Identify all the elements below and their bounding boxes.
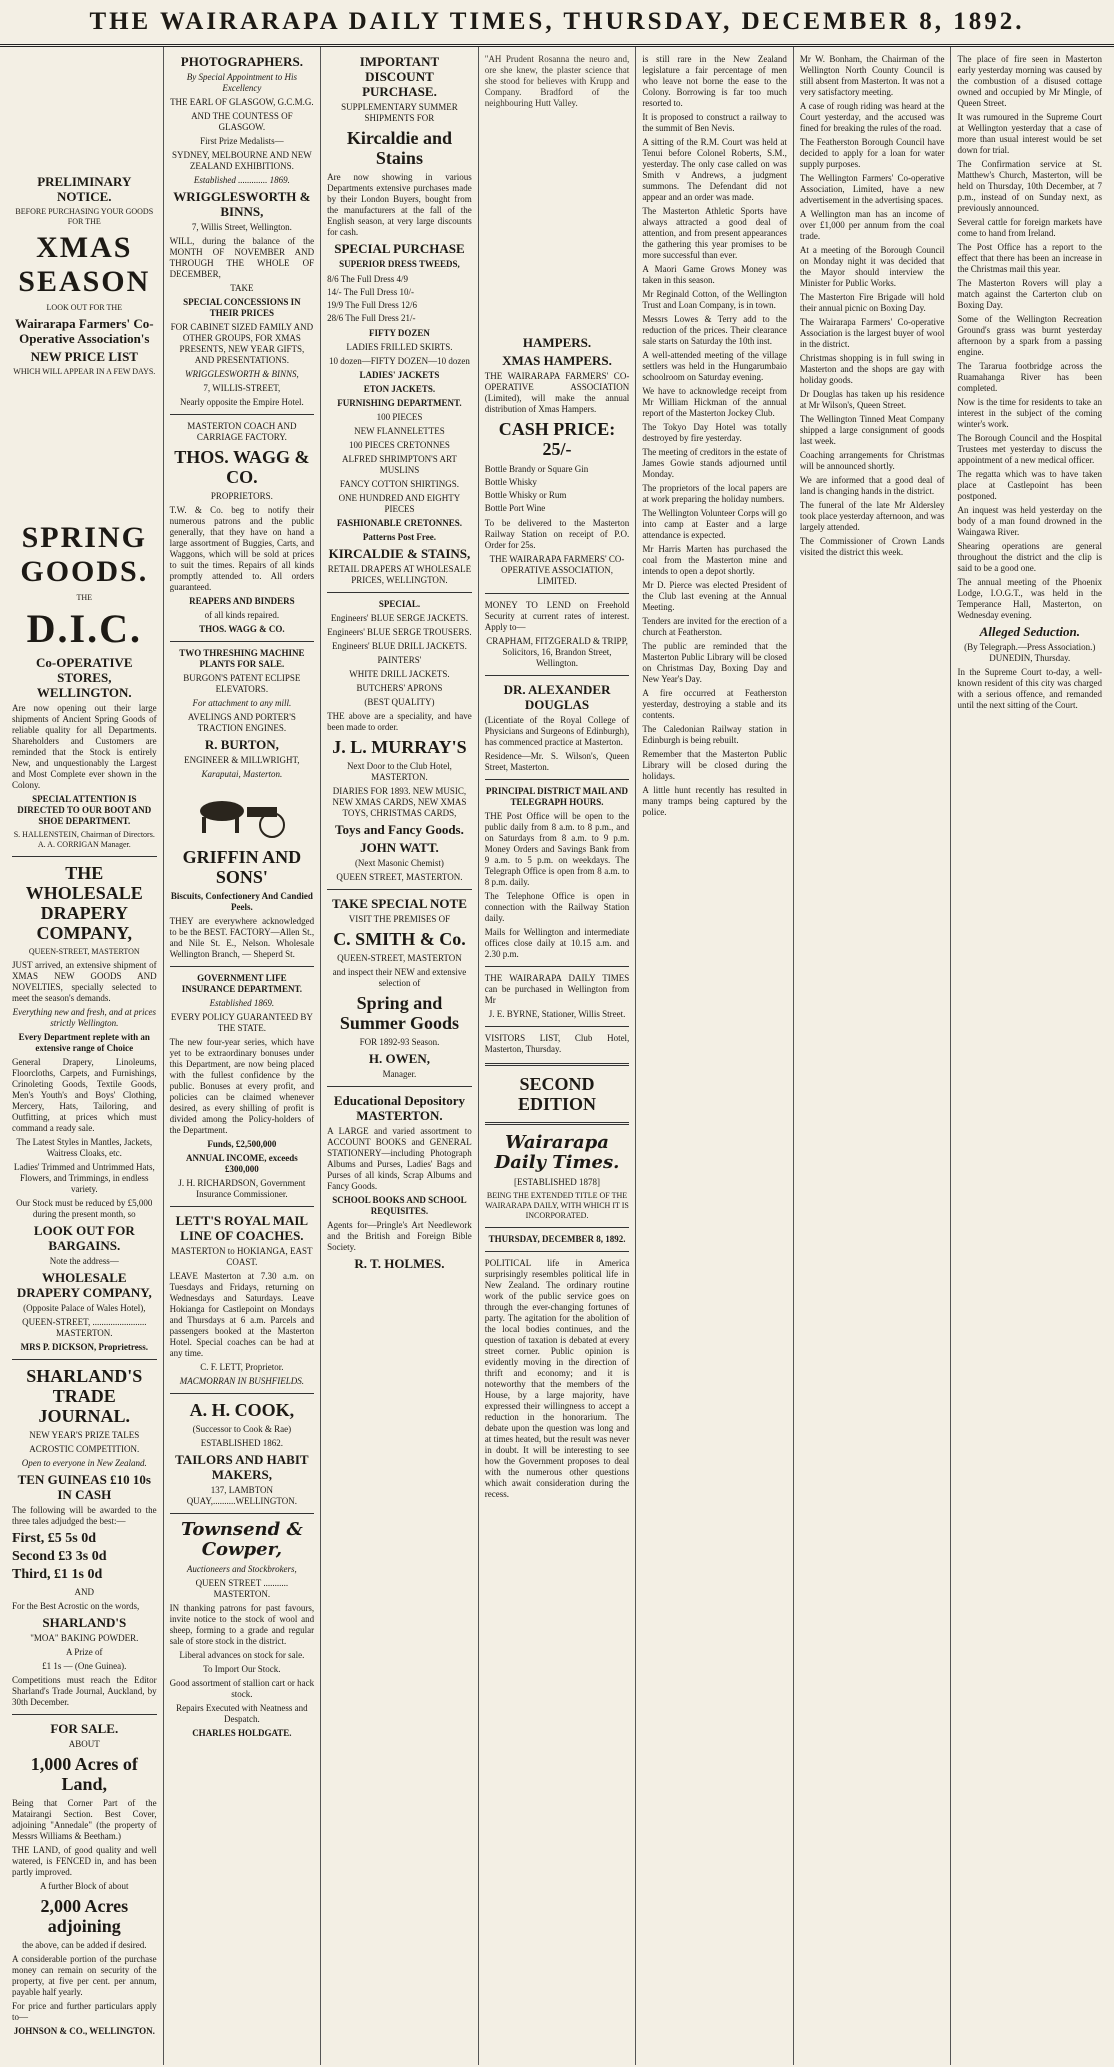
article: POLITICAL life in America surprisingly resembles political life in New Zealand. The ordinary routine work of the public service goes on through the ever-changing fortunes of party. The agitation for the abolition of the local bodies continues, and the question of taxation is debated at every street corner. Public opinion is evidently moving in the direction of thrift and economy; and it is noteworthy that the members of the House, by a large majority, have expressed their willingness to accept a reduction in the honorarium. The debate upon the question was long and at times heated, but the result was never in doubt. It will be interesting to see how the Government proposes to deal with the numerous other questions which await consideration during the recess. xyxy=(484,1258,630,1499)
stock-reduced: Our Stock must be reduced by £5,000 during the present month, so xyxy=(16,1198,153,1219)
avelings: AVELINGS AND PORTER'S TRACTION ENGINES. xyxy=(187,712,296,733)
supplementary: SUPPLEMENTARY SUMMER SHIPMENTS FOR xyxy=(341,102,458,123)
patterns: Patterns Post Free. xyxy=(362,532,436,542)
c6-council: At a meeting of the Borough Council on Monday night it was decided that the Mayor should interview the Minister for Public Works. xyxy=(799,245,945,288)
c7-posts: The Post Office has a report to the effect that there has been an increase in the Christmas mail this year. xyxy=(957,242,1103,274)
special-2: SPECIAL. xyxy=(378,599,421,609)
c7-inquest: An inquest was held yesterday on the body of a man found drowned in the Waingawa River. xyxy=(957,505,1103,537)
c5-masterton: The Masterton Athletic Sports have always attracted a good deal of attention, and from present appearances the gathering this year promises to be more successful than ever. xyxy=(642,206,787,260)
c5-intro: is still rare in the New Zealand legislature a fair percentage of men who leave not borne the ease to the Colony. Borrowing is far too much resorted to. xyxy=(642,54,787,108)
c7-article1: It was rumoured in the Supreme Court at Wellington yesterday that a case of more than usual interest would be set down for trial. xyxy=(957,112,1103,155)
govt-body: The new four-year series, which have yet to be extraordinary bonuses under this Department, are now being placed with the fullest confidence by the public. Bonuses at every profit, and policies can be claimed whenever desired, as every shilling of profit is divided among the Policy-holders of the Department. xyxy=(169,1037,315,1135)
c5-we-have: We have to acknowledge receipt from Mr William Hickman of the annual report of the Masterton Jockey Club. xyxy=(642,386,787,418)
c5-meeting: The meeting of creditors in the estate of James Gowie stands adjourned until Monday. xyxy=(642,447,787,479)
c6-xmas: Christmas shopping is in full swing in Masterton and the shops are gay with holiday goods. xyxy=(799,353,945,385)
hampers: HAMPERS. xyxy=(522,335,592,350)
flannelettes: NEW FLANNELETTES xyxy=(354,426,445,436)
c7-borough: The Borough Council and the Hospital Trustees met yesterday to discuss the appointment of a new medical officer. xyxy=(957,433,1103,465)
prize-of: A Prize of xyxy=(66,1647,103,1657)
wrigglesworth: WRIGGLESWORTH & BINNS, xyxy=(173,189,311,219)
c7-confirmation: The Confirmation service at St. Matthew's Church, Masterton, will be held on Thursday, 10th December, at 7 p.m., instead of on Sunday next, as previously announced. xyxy=(957,159,1103,213)
c7-intro: The place of fire seen in Masterton early yesterday morning was caused by the combustion of a disused cottage owned and occupied by Mr Mingle, of Queen Street. xyxy=(957,54,1103,108)
prelim-notice: PRELIMINARY NOTICE. xyxy=(37,174,132,204)
attachment: For attachment to any mill. xyxy=(192,698,292,708)
dozen: 10 dozen—FIFTY DOZEN—10 dozen xyxy=(328,356,470,366)
annual-income: ANNUAL INCOME, exceeds £300,000 xyxy=(185,1153,298,1174)
column-3 xyxy=(321,47,479,2065)
smith: C. SMITH & Co. xyxy=(333,929,466,949)
c6-funeral: The funeral of the late Mr Aldersley took place yesterday afternoon, and was largely attended. xyxy=(799,500,945,532)
kircaldie: Kircaldie and Stains xyxy=(346,128,453,168)
price-4: 28/6 The Full Dress 21/- xyxy=(327,313,416,323)
c6-dr: Dr Douglas has taken up his residence at Mr Wilson's, Queen Street. xyxy=(799,389,945,410)
ladies-jackets: LADIES' JACKETS xyxy=(359,370,440,380)
arrived: JUST arrived, an extensive shipment of XMAS NEW GOODS AND NOVELTIES, specially selected to meet the season's demands. xyxy=(12,960,157,1003)
c5-proprietors: The proprietors of the local papers are at work preparing the holiday numbers. xyxy=(642,483,787,504)
the-label: THE xyxy=(76,593,93,602)
near: (Next Masonic Chemist) xyxy=(354,858,444,868)
karaputai: Karaputai, Masterton. xyxy=(201,769,283,779)
special-purchase: SPECIAL PURCHASE xyxy=(334,241,465,256)
price-2: 14/- The Full Dress 10/- xyxy=(327,287,414,297)
appointment: By Special Appointment to His Excellency xyxy=(186,72,298,93)
coop-association: Wairarapa Farmers' Co-Operative Association's xyxy=(14,316,154,346)
acres: 1,000 Acres of Land, xyxy=(30,1754,138,1794)
xmas-hampers: XMAS HAMPERS. xyxy=(502,353,612,368)
c5-library: The public are reminded that the Masterton Public Library will be closed on Christmas Day, Boxing Day and New Year's Day. xyxy=(642,641,787,684)
contents-4: Bottle Port Wine xyxy=(484,503,546,513)
educational: Educational Depository MASTERTON. xyxy=(333,1093,465,1123)
acres2-desc: the above, can be added if desired. xyxy=(22,1940,147,1950)
visit: VISIT THE PREMISES OF xyxy=(348,914,451,924)
column-6 xyxy=(794,47,952,2065)
new-price-list: NEW PRICE LIST xyxy=(30,349,138,364)
c5-cyclists: A little hunt recently has resulted in many tramps being captured by the police. xyxy=(642,785,787,817)
bargains: LOOK OUT FOR BARGAINS. xyxy=(33,1223,135,1253)
c5-tokyo: The Tokyo Day Hotel was totally destroyed by fire yesterday. xyxy=(642,422,787,443)
guinea: £1 1s — (One Guinea). xyxy=(42,1661,127,1671)
mails: Mails for Wellington and intermediate offices close daily at 10.15 a.m. and 2.30 p.m. xyxy=(484,927,630,959)
farmers: THE WAIRARAPA FARMERS' CO-OPERATIVE ASSOCIATION, LIMITED. xyxy=(489,554,625,586)
price-3: 19/9 The Full Dress 12/6 xyxy=(327,300,417,310)
dic-body: Are now opening out their large shipments of Ancient Spring Goods of reliable quality for all Departments. Shareholders and Customers are reminded that the Stock is entirely New, and unquestionably the Largest and Most Complete ever shown in the Colony. xyxy=(12,703,157,790)
butchers: BUTCHERS' APRONS xyxy=(356,683,443,693)
earl-glasgow: THE EARL OF GLASGOW, G.C.M.G. xyxy=(170,97,314,107)
white-drill: WHITE DRILL JACKETS. xyxy=(349,669,450,679)
dic-subtitle: Co-OPERATIVE STORES, WELLINGTON. xyxy=(36,655,133,700)
biscuits: Biscuits, Confectionery And Candied Peels. xyxy=(170,891,313,912)
reapers-sub: of all kinds repaired. xyxy=(204,610,280,620)
diaries: DIARIES FOR 1893. NEW MUSIC, NEW XMAS CARDS, NEW XMAS TOYS, CHRISTMAS CARDS, xyxy=(332,786,467,818)
townsend: Townsend & Cowper, xyxy=(181,1519,303,1560)
pieces: 100 PIECES xyxy=(376,412,423,422)
prize-second: Second £3 3s 0d xyxy=(12,1549,107,1564)
c6-advertisements: We are informed that a good deal of land is changing hands in the district. xyxy=(799,475,945,496)
estab: [ESTABLISHED 1878] xyxy=(514,1177,601,1187)
murray: J. L. MURRAY'S xyxy=(332,737,467,757)
engineers-blue: Engineers' BLUE SERGE JACKETS. xyxy=(330,613,468,623)
spring-goods: SPRING GOODS. xyxy=(20,521,149,588)
lett: C. F. LETT, Proprietor. xyxy=(200,1362,284,1372)
c6-commissioner: The Commissioner of Crown Lands visited the district this week. xyxy=(799,536,945,557)
post-body: THE Post Office will be open to the public daily from 8 a.m. to 8 p.m., and on Saturdays from 8 a.m. to 9 p.m. Money Orders and Savings Bank from 9 a.m. to 5 p.m. on weekdays. The Telegraph Office is open from 8 a.m. to 8 p.m. daily. xyxy=(484,811,630,887)
school: SCHOOL BOOKS AND SCHOOL REQUISITES. xyxy=(332,1195,467,1216)
funds: Funds, £2,500,000 xyxy=(207,1139,277,1149)
acres-2: 2,000 Acres adjoining xyxy=(40,1896,129,1936)
c5-article1: It is proposed to construct a railway to the summit of Ben Nevis. xyxy=(642,112,787,133)
good-stock: Good assortment of stallion cart or hack stock. xyxy=(169,1678,315,1699)
special-attention: SPECIAL ATTENTION IS DIRECTED TO OUR BOOT AND SHOE DEPARTMENT. xyxy=(17,794,152,826)
dic-title: D.I.C. xyxy=(26,606,142,651)
letts-body: LEAVE Masterton at 7.30 a.m. on Tuesdays and Fridays, returning on Wednesdays and Saturdays. Leave Hokianga for Castlepoint on Mondays and Thursdays at 6 a.m. Parcels and passengers booked at the Masterton Hotel. Special coaches can be had at any time. xyxy=(169,1271,315,1358)
taranaki: The Telephone Office is open in connection with the Railway Station daily. xyxy=(484,891,630,923)
c7-masterton: The Masterton Rovers will play a match against the Carterton club on Boxing Day. xyxy=(957,278,1103,310)
column-4 xyxy=(479,47,637,2065)
cities: SYDNEY, MELBOURNE AND NEW ZEALAND EXHIBITIONS. xyxy=(171,150,312,171)
c5-maori: A Maori Game Grows Money was taken in this season. xyxy=(642,264,787,285)
contents-1: Bottle Brandy or Square Gin xyxy=(484,464,589,474)
tailors: TAILORS AND HABIT MAKERS, xyxy=(175,1452,309,1482)
c6-coach: Coaching arrangements for Christmas will be announced shortly. xyxy=(799,450,945,471)
proprietors: PROPRIETORS. xyxy=(210,491,273,501)
wagg-body: T.W. & Co. beg to notify their numerous patrons and the public generally, that they have on hand a large assortment of Buggies, Carts, and Waggons, which will be sold at prices to suit the times. Repairs of all kinds promptly attended to. All orders guaranteed. xyxy=(169,505,315,592)
c5-sport: The Caledonian Railway station in Edinburgh is being rebuilt. xyxy=(642,724,787,745)
wdt: THE WAIRARAPA DAILY TIMES can be purchased in Wellington from Mr xyxy=(484,973,630,1005)
machines: TWO THRESHING MACHINE PLANTS FOR SALE. xyxy=(179,648,305,669)
masthead xyxy=(0,0,1114,47)
repairs: Repairs Executed with Neatness and Despatch. xyxy=(176,1703,308,1724)
c6-news: A Wellington man has an income of over £1,000 per annum from the coal trade. xyxy=(799,209,945,241)
alleged-seduction: Alleged Seduction. xyxy=(979,624,1080,639)
c6-intro: Mr W. Bonham, the Chairman of the Wellington North County Council is still absent from Masterton. It was not a very satisfactory meeting. xyxy=(799,54,945,97)
photographers: PHOTOGRAPHERS. xyxy=(180,54,303,69)
watt: JOHN WATT. xyxy=(360,840,439,855)
toys: Toys and Fancy Goods. xyxy=(335,822,464,837)
c6-farms: The Wellington Farmers' Co-operative Association, Limited, have a new advertisement in the advertising spaces. xyxy=(799,173,945,205)
dic-names: S. HALLENSTEIN, Chairman of Directors. A. A. CORRIGAN Manager. xyxy=(13,830,155,849)
c5-remember: Remember that the Masterton Public Library will be closed during the holidays. xyxy=(642,749,787,781)
inspect: and inspect their NEW and extensive selection of xyxy=(332,967,467,988)
charles: CHARLES HOLDGATE. xyxy=(192,1728,292,1738)
c5-report: Messrs Lowes & Terry add to the reduction of the prices. Their clearance sale starts on Saturday the 10th inst. xyxy=(642,314,787,346)
accommodation: A considerable portion of the purchase money can remain on security of the property, at five per cent. per annum, payable half yearly. xyxy=(12,1954,157,1997)
ladies-hats: Ladies' Trimmed and Untrimmed Hats, Flowers, and Trimmings, in endless variety. xyxy=(13,1162,155,1194)
wholesale-drapery: THE WHOLESALE DRAPERY COMPANY, xyxy=(25,863,143,943)
c6-fire-brigade: The Masterton Fire Brigade will hold their annual picnic on Boxing Day. xyxy=(799,292,945,313)
c7-regatta: The regatta which was to have taken place at Castlepoint has been postponed. xyxy=(957,469,1103,501)
everything: Everything new and fresh, and at prices strictly Wellington. xyxy=(12,1007,156,1028)
c5-fire: A fire occurred at Featherston yesterday, destroying a stable and its contents. xyxy=(642,688,787,720)
being: BEING THE EXTENDED TITLE OF THE WAIRARAPA DAILY, WITH WHICH IT IS INCORPORATED. xyxy=(485,1191,629,1220)
reapers: REAPERS AND BINDERS xyxy=(189,596,295,606)
c7-cablegram: Several cattle for foreign markets have come to hand from Ireland. xyxy=(957,217,1103,238)
retail: RETAIL DRAPERS AT WHOLESALE PRICES, WELLINGTON. xyxy=(327,564,472,585)
c5-tenders: Tenders are invited for the erection of a church at Featherston. xyxy=(642,616,787,637)
will: WILL, during the balance of the MONTH OF NOVEMBER AND THROUGH THE WHOLE OF DECEMBER, xyxy=(169,236,315,279)
cash-price: CASH PRICE: 25/- xyxy=(498,419,616,459)
before-purchasing: BEFORE PURCHASING YOUR GOODS FOR THE xyxy=(15,207,154,226)
first-prize: First Prize Medalists— xyxy=(200,136,284,146)
c6-article1: A case of rough riding was heard at the Court yesterday, and the accused was fined for breaking the rules of the road. xyxy=(799,101,945,133)
contents-3: Bottle Whisky or Rum xyxy=(484,490,567,500)
richardson: J. H. RICHARDSON, Government Insurance Commissioner. xyxy=(178,1178,306,1199)
queen-4: QUEEN STREET, MASTERTON. xyxy=(336,872,463,882)
c6-bowl: The Wairarapa Farmers' Co-operative Association is the largest buyer of wool in the district. xyxy=(799,317,945,349)
spring-summer: Spring and Summer Goods xyxy=(339,993,460,1033)
column-7 xyxy=(951,47,1108,2065)
c7-tararua: The Tararua footbridge across the Ruamahanga River has been completed. xyxy=(957,361,1103,393)
c5-wellington: Mr Reginald Cotton, of the Wellington Trust and Loan Company, is in town. xyxy=(642,289,787,310)
xmas-season: XMAS SEASON xyxy=(18,231,151,298)
wagg: THOS. WAGG & CO. xyxy=(174,447,310,487)
column-5 xyxy=(636,47,794,2065)
dunedin: (By Telegraph.—Press Association.) DUNEDIN, Thursday. xyxy=(964,642,1096,663)
c7-winter: Now is the time for residents to take an interest in the subject of the coming winter's work. xyxy=(957,397,1103,429)
every-policy: EVERY POLICY GUARANTEED BY THE STATE. xyxy=(170,1012,313,1033)
kircaldie-body: Are now showing in various Departments extensive purchases made by their London Buyers, bought from the manufacturers at the fall of the English season, at very large discounts for cash. xyxy=(327,172,472,237)
second-edition: SECOND EDITION xyxy=(518,1074,597,1114)
price-list xyxy=(327,273,472,325)
latest-styles: The Latest Styles in Mantles, Jackets, Waitress Cloaks, etc. xyxy=(16,1137,153,1158)
family: FOR CABINET SIZED FAMILY AND OTHER GROUPS, FOR XMAS PRESENTS, NEW YEAR GIFTS, AND PRESENTATIONS. xyxy=(170,322,314,365)
c5-volunteers: The Wellington Volunteer Corps will go into camp at Easter and a large attendance is expected. xyxy=(642,508,787,540)
painters: PAINTERS' xyxy=(377,655,422,665)
contents-2: Bottle Whisky xyxy=(484,477,537,487)
c7-court: In the Supreme Court to-day, a well-known resident of this city was charged with a serious offence, and remanded until the next sitting of the Court. xyxy=(957,667,1103,710)
lambton: 137, LAMBTON QUAY,..........WELLINGTON. xyxy=(186,1485,298,1506)
important-discount: IMPORTANT DISCOUNT PURCHASE. xyxy=(359,54,440,99)
liberal: Liberal advances on stock for sale. xyxy=(179,1650,305,1660)
wb-2: WRIGGLESWORTH & BINNS, xyxy=(184,369,299,379)
wagg-2: THOS. WAGG & CO. xyxy=(199,624,285,634)
c7-wellington: Some of the Wellington Recreation Ground's grass was burnt yesterday afternoon by a spark from a passing engine. xyxy=(957,314,1103,357)
countess: AND THE COUNTESS OF GLASGOW. xyxy=(191,111,293,132)
ten-guineas: TEN GUINEAS £10 10s IN CASH xyxy=(17,1472,151,1502)
appear-note: WHICH WILL APPEAR IN A FEW DAYS. xyxy=(13,367,156,376)
take: TAKE xyxy=(230,283,254,293)
c5-elected: Mr D. Pierce was elected President of the Club last evening at the Annual Meeting. xyxy=(642,580,787,612)
hamper-contents xyxy=(485,463,630,515)
visitors: VISITORS LIST, Club Hotel, Masterton, Thursday. xyxy=(484,1033,630,1054)
c5-telegram: A well-attended meeting of the village settlers was held in the Hungarumbaio schoolroom on Saturday evening. xyxy=(642,350,787,382)
opens: Open to everyone in New Zealand. xyxy=(21,1458,147,1468)
townsend-body: IN thanking patrons for past favours, invite notice to the stock of wool and sheep, forming to a grade and regular sale of store stock in the district. xyxy=(169,1603,315,1646)
kircaldie-2: KIRCALDIE & STAINS, xyxy=(328,546,471,561)
moa: "MOA" BAKING POWDER. xyxy=(30,1633,139,1643)
superior: SUPERIOR DRESS TWEEDS, xyxy=(339,259,460,269)
for-sale: FOR SALE. xyxy=(50,1721,119,1736)
c5-article2: A sitting of the R.M. Court was held at Tenui before Colonel Roberts, S.M., yesterday. The only case called on was Smith v Andrews, a judgment summons. The Defendant did not appear and an order was made. xyxy=(642,137,787,202)
delivered: To be delivered to the Masterton Railway Station on receipt of P.O. Order for 25s. xyxy=(484,518,630,550)
established: Established ............. 1869. xyxy=(193,175,290,185)
fashionable: FASHIONABLE CRETONNES. xyxy=(336,518,463,528)
competitions: Competitions must reach the Editor Sharland's Trade Journal, Auckland, by 30th December. xyxy=(12,1675,157,1707)
take-notice: TAKE SPECIAL NOTE xyxy=(332,896,467,911)
cretonnes: 100 PIECES CRETONNES xyxy=(349,440,450,450)
engineers-drill: Engineers' BLUE DRILL JACKETS. xyxy=(332,641,467,651)
note-address: Note the address— xyxy=(49,1256,119,1266)
c7-society: The annual meeting of the Phoenix Lodge, I.O.G.T., was held in the Temperance Hall, Masterton, on Wednesday evening. xyxy=(957,577,1103,620)
horse-carriage-icon xyxy=(187,787,297,839)
further: A further Block of about xyxy=(40,1881,129,1891)
apply: For price and further particulars apply to— xyxy=(12,2001,157,2022)
c5-note: Mr Harris Marten has purchased the coal from the Masterton mine and intends to open a depot shortly. xyxy=(642,544,787,576)
douglas-sub: (Licentiate of the Royal College of Physicians and Surgeons of Edinburgh), has commenced practice at Masterton. xyxy=(484,715,630,747)
price-1: 8/6 The Full Dress 4/9 xyxy=(327,274,408,284)
next-door: Next Door to the Club Hotel, MASTERTON. xyxy=(346,761,452,782)
burton: R. BURTON, xyxy=(204,737,279,752)
est-1869: Established 1869. xyxy=(209,998,275,1008)
furnishing: FURNISHING DEPARTMENT. xyxy=(337,398,462,408)
queen-5: QUEEN-STREET, MASTERTON xyxy=(337,953,462,963)
every-dept: Every Department replete with an extensive range of Choice xyxy=(18,1032,150,1053)
dickson: MRS P. DICKSON, Proprietress. xyxy=(20,1342,148,1352)
prize-first: First, £5 5s 0d xyxy=(12,1531,96,1546)
newspaper-title: THE WAIRARAPA DAILY TIMES, THURSDAY, DECEMBER 8, 1892. xyxy=(89,8,1025,35)
fancy: FANCY COTTON SHIRTINGS. xyxy=(339,479,459,489)
byrne: J. E. BYRNE, Stationer, Willis Street. xyxy=(488,1009,626,1019)
ladies-skirts: LADIES FRILLED SKIRTS. xyxy=(346,342,453,352)
columns xyxy=(0,47,1114,2065)
sharlands: SHARLAND'S xyxy=(42,1615,127,1630)
acrostic: ACROSTIC COMPETITION. xyxy=(29,1444,140,1454)
fifty-dozen: FIFTY DOZEN xyxy=(368,328,430,338)
money: MONEY TO LEND on Freehold Security at current rates of interest. Apply to— xyxy=(484,600,630,632)
specialty: THE above are a speciality, and have been made to order. xyxy=(327,711,472,732)
daily-times: Wairarapa Daily Times. xyxy=(494,1132,620,1173)
queen-3: QUEEN STREET ........... MASTERTON. xyxy=(195,1578,289,1599)
lead: "AH Prudent Rosanna the neuro and, ore she knew, the plaster science that she stood for believes with Krupp and Company. Bradford of the neighbouring Hutt Valley. xyxy=(484,54,630,108)
griffin: GRIFFIN AND SONS' xyxy=(182,847,302,887)
auctioneers: Auctioneers and Stockbrokers, xyxy=(186,1564,297,1574)
sultan: ONE HUNDRED AND EIGHTY PIECES xyxy=(338,493,461,514)
wdc-2: WHOLESALE DRAPERY COMPANY, xyxy=(16,1270,152,1300)
lookout: LOOK OUT FOR THE xyxy=(46,303,123,312)
address: 7, Willis Street, Wellington. xyxy=(191,222,292,232)
prizes-intro: The following will be awarded to the three tales adjudged the best:— xyxy=(12,1505,157,1526)
letts: LETT'S ROYAL MAIL LINE OF COACHES. xyxy=(175,1213,309,1243)
mails: MASTERTON to HOKIANGA, EAST COAST. xyxy=(171,1246,313,1267)
principal: PRINCIPAL DISTRICT MAIL AND TELEGRAPH HOURS. xyxy=(486,786,628,807)
owen: H. OWEN, xyxy=(368,1051,430,1066)
burgons: BURGON'S PATENT ECLIPSE ELEVATORS. xyxy=(183,673,301,694)
nearly: Nearly opposite the Empire Hotel. xyxy=(180,397,304,407)
about: ABOUT xyxy=(68,1739,100,1749)
land-desc: THE LAND, of good quality and well watered, is FENCED in, and has been partly improved. xyxy=(12,1845,157,1877)
c6-tinned: The Wellington Tinned Meat Company shipped a large consignment of goods last week. xyxy=(799,414,945,446)
best: For the Best Acrostic on the words, xyxy=(12,1601,140,1611)
prize-third: Third, £1 1s 0d xyxy=(12,1567,103,1582)
agents: Agents for—Pringle's Art Needlework and the British and Foreign Bible Society. xyxy=(327,1220,472,1252)
engineers-blue-2: Engineers' BLUE SERGE TROUSERS. xyxy=(327,627,472,637)
column-2 xyxy=(164,47,322,2065)
new-years: NEW YEAR'S PRIZE TALES xyxy=(29,1430,140,1440)
acook: A. H. COOK, xyxy=(189,1400,295,1420)
queen-2: QUEEN-STREET, ........................ MASTERTON. xyxy=(22,1317,147,1338)
engineer: ENGINEER & MILLWRIGHT, xyxy=(184,755,300,765)
successor: (Successor to Cook & Rae) xyxy=(192,1424,292,1434)
sharland-journal: SHARLAND'S TRADE JOURNAL. xyxy=(26,1366,143,1426)
douglas-res: Residence—Mr. S. Wilson's, Queen Street, Masterton. xyxy=(484,751,630,772)
c7-shearers: Shearing operations are general throughout the district and the clip is said to be a good one. xyxy=(957,541,1103,573)
queen-street: QUEEN-STREET, MASTERTON xyxy=(28,947,140,956)
douglas: DR. ALEXANDER DOUGLAS xyxy=(503,682,611,712)
government: GOVERNMENT LIFE INSURANCE DEPARTMENT. xyxy=(181,973,303,994)
griffin-body: THEY are everywhere acknowledged to be the BEST. FACTORY—Allen St., and Nile St. E., Nelson. Wholesale Wellington Branch, — Sheperd St. xyxy=(169,916,315,959)
johnson: JOHNSON & CO., WELLINGTON. xyxy=(13,2026,155,2036)
dateline: THURSDAY, DECEMBER 8, 1892. xyxy=(488,1234,626,1244)
holmes: R. T. HOLMES. xyxy=(354,1256,445,1271)
eton-jackets: ETON JACKETS. xyxy=(363,384,436,394)
manager: Manager. xyxy=(382,1069,417,1079)
willis: 7, WILLIS-STREET, xyxy=(203,383,281,393)
concessions: SPECIAL CONCESSIONS IN THEIR PRICES xyxy=(183,297,301,318)
hampers-body: THE WAIRARAPA FARMERS' CO-OPERATIVE ASSOCIATION (Limited), will make the annual distribution of Xmas Hampers. xyxy=(484,371,630,414)
best-quality: (BEST QUALITY) xyxy=(364,697,435,707)
report: To Import Our Stock. xyxy=(203,1664,281,1674)
opposite: (Opposite Palace of Wales Hotel), xyxy=(23,1303,146,1313)
c6-article2: The Featherston Borough Council have decided to apply for a loan for water supply purposes. xyxy=(799,137,945,169)
art-muslins: ALFRED SHRIMPTON'S ART MUSLINS xyxy=(341,454,457,475)
established-2: ESTABLISHED 1862. xyxy=(200,1438,283,1448)
fitzgerald: CRAPHAM, FITZGERALD & TRIPP, Solicitors, 16, Brandon Street, Wellington. xyxy=(486,636,628,668)
column-1 xyxy=(6,47,164,2065)
dept-list: General Drapery, Linoleums, Floorcloths, Carpets, and Furnishings, Crinoleting Goods, Textile Goods, Men's Youth's and Boys' Clothing, Mercery, Hats, Tailoring, and Outfitting, at prices which must command a ready sale. xyxy=(12,1057,157,1133)
coach-factory: MASTERTON COACH AND CARRIAGE FACTORY. xyxy=(187,421,297,442)
and: AND xyxy=(74,1587,95,1597)
acres-desc: Being that Corner Part of the Matairangi Section. Best Cover, adjoining "Annedale" (the property of Messrs Williams & Beetham.) xyxy=(12,1798,157,1841)
macmorran: MACMORRAN IN BUSHFIELDS. xyxy=(179,1376,304,1386)
edu-body: A LARGE and varied assortment to ACCOUNT BOOKS and GENERAL STATIONERY—including Photograph Albums and Purses, Ladies' Bags and Purses of all kinds, Scrap Albums and Fancy Goods. xyxy=(327,1126,472,1191)
season: FOR 1892-93 Season. xyxy=(359,1037,440,1047)
